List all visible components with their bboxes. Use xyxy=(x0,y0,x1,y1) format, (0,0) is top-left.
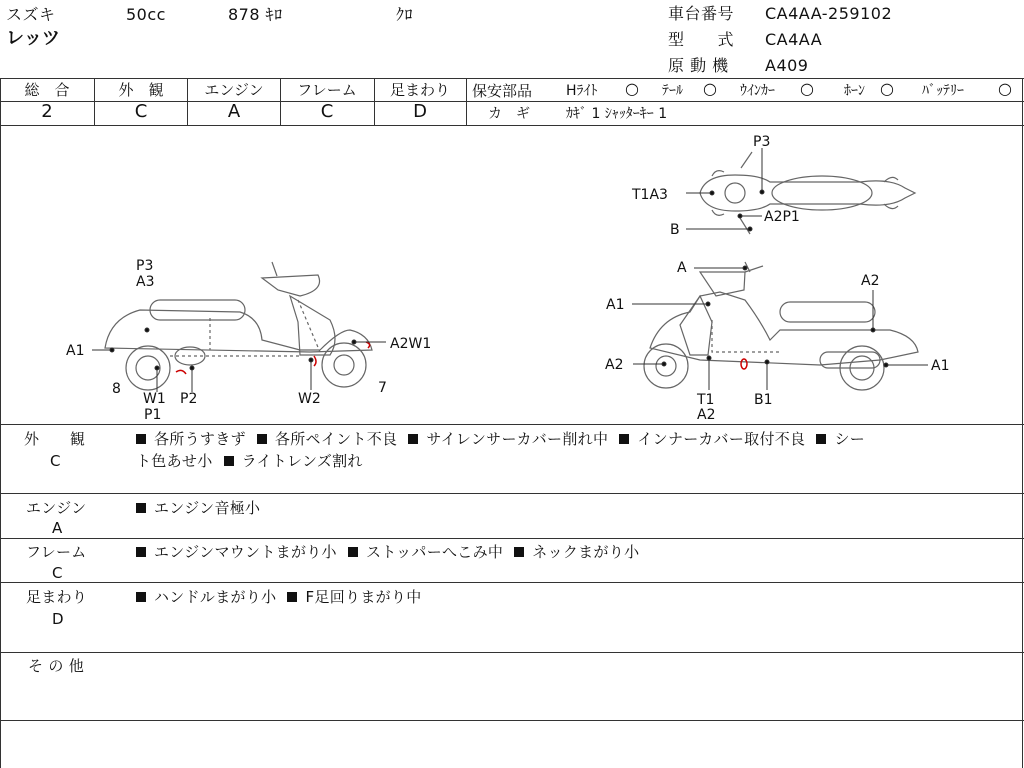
detail-item: ストッパーへこみ中 xyxy=(365,543,504,561)
detail-grade: D xyxy=(52,610,64,628)
divider xyxy=(0,101,1024,102)
label-right-a1-left: A1 xyxy=(606,297,625,313)
mileage-text: 878 ｷﾛ xyxy=(228,5,283,24)
maker-text: スズキ xyxy=(6,5,56,24)
safety-mark-winker: ○ xyxy=(800,79,814,98)
label-left-p3: P3 xyxy=(136,258,154,274)
label-top-a2p1: A2P1 xyxy=(764,209,800,225)
divider xyxy=(0,652,1024,653)
label-left-p2: P2 xyxy=(180,391,198,407)
type-value: CA4AA xyxy=(765,30,823,49)
detail-label: エンジン xyxy=(26,499,87,517)
detail-items xyxy=(136,541,639,563)
label-top-t1a3: T1A3 xyxy=(632,187,668,203)
safety-item-tail: ﾃｰﾙ xyxy=(662,83,683,99)
scooter-diagrams xyxy=(0,126,1024,423)
divider xyxy=(0,424,1024,425)
label-left-a2w1: A2W1 xyxy=(390,336,432,352)
grade-engine-label: エンジン xyxy=(204,81,264,99)
model-name: レッツ xyxy=(6,28,60,49)
detail-item: ハンドルまがり小 xyxy=(154,588,277,606)
safety-mark-battery: ○ xyxy=(998,79,1012,98)
engine-label: 原 動 機 xyxy=(668,56,729,75)
color-text: ｸﾛ xyxy=(396,5,414,24)
detail-label: フレーム xyxy=(26,543,87,561)
grade-exterior-label: 外 観 xyxy=(118,81,164,99)
detail-item: ライトレンズ割れ xyxy=(241,452,363,470)
label-top-p3: P3 xyxy=(753,134,771,150)
safety-mark-tail: ○ xyxy=(703,79,717,98)
detail-item: サイレンサーカバー削れ中 xyxy=(426,430,609,448)
grade-suspension-label: 足まわり xyxy=(389,81,450,99)
frame-no-value: CA4AA-259102 xyxy=(765,4,893,23)
label-right-a2-top: A2 xyxy=(861,273,880,289)
detail-item: インナーカバー取付不良 xyxy=(637,430,806,448)
detail-item: 各所うすきず xyxy=(154,430,246,448)
engine-value: A409 xyxy=(765,56,809,75)
safety-label: 保安部品 xyxy=(472,82,533,100)
divider xyxy=(0,78,1024,79)
detail-label: 外 観 xyxy=(24,430,86,448)
safety-item-headlight: Hﾗｲﾄ xyxy=(566,83,598,99)
label-right-t1: T1 xyxy=(697,392,715,408)
detail-item: ト色あせ小 xyxy=(136,452,213,470)
key-label: カ ギ xyxy=(488,106,530,122)
label-right-b1: B1 xyxy=(754,392,773,408)
safety-item-winker: ｳｲﾝｶｰ xyxy=(740,83,775,99)
label-right-a1-right: A1 xyxy=(931,358,950,374)
grade-exterior-value: C xyxy=(134,101,148,122)
type-label: 型 式 xyxy=(668,30,735,49)
detail-item: エンジン音極小 xyxy=(154,499,261,517)
frame-no-label: 車台番号 xyxy=(668,4,735,23)
label-right-a2-bottom: A2 xyxy=(697,407,716,423)
detail-items xyxy=(136,586,422,608)
detail-label: そ の 他 xyxy=(28,657,85,675)
detail-grade: A xyxy=(52,519,63,537)
grade-engine-value: A xyxy=(227,101,241,122)
scooter-top-view xyxy=(700,152,915,234)
detail-grade: C xyxy=(50,452,61,470)
grade-suspension-value: D xyxy=(413,101,427,122)
label-left-p1: P1 xyxy=(144,407,162,423)
detail-item: F足回りまがり中 xyxy=(305,588,422,606)
detail-label: 足まわり xyxy=(26,588,88,606)
label-left-7: 7 xyxy=(378,380,387,396)
label-right-a2-left: A2 xyxy=(605,357,624,373)
label-right-a-top: A xyxy=(677,260,687,276)
detail-items xyxy=(136,497,260,519)
divider xyxy=(466,78,467,125)
grade-frame-label: フレーム xyxy=(297,81,357,99)
detail-item: シー xyxy=(834,430,866,448)
grade-frame-value: C xyxy=(320,101,334,122)
label-left-w2: W2 xyxy=(298,391,321,407)
label-top-b: B xyxy=(670,222,680,238)
divider xyxy=(0,582,1024,583)
safety-item-battery: ﾊﾞｯﾃﾘｰ xyxy=(922,83,964,99)
displacement-text: 50cc xyxy=(126,5,166,24)
label-left-8: 8 xyxy=(112,381,121,397)
safety-item-horn: ﾎｰﾝ xyxy=(844,83,865,99)
divider xyxy=(0,493,1024,494)
detail-grade: C xyxy=(52,564,63,582)
label-left-w1: W1 xyxy=(143,391,166,407)
detail-items-line2 xyxy=(136,450,363,472)
safety-mark-horn: ○ xyxy=(880,79,894,98)
safety-mark-headlight: ○ xyxy=(625,79,639,98)
detail-item: 各所ペイント不良 xyxy=(274,430,398,448)
grade-total-label: 総 合 xyxy=(24,81,70,99)
label-left-a3: A3 xyxy=(136,274,155,290)
label-left-a1: A1 xyxy=(66,343,85,359)
detail-item: エンジンマウントまがり小 xyxy=(154,543,337,561)
detail-items-line1 xyxy=(136,428,865,450)
grade-total-value: 2 xyxy=(41,101,53,122)
divider xyxy=(0,538,1024,539)
key-value: ｶｷﾞ 1 ｼｬｯﾀｰｷｰ 1 xyxy=(566,106,668,122)
detail-item: ネックまがり小 xyxy=(532,543,640,561)
divider xyxy=(0,720,1024,721)
